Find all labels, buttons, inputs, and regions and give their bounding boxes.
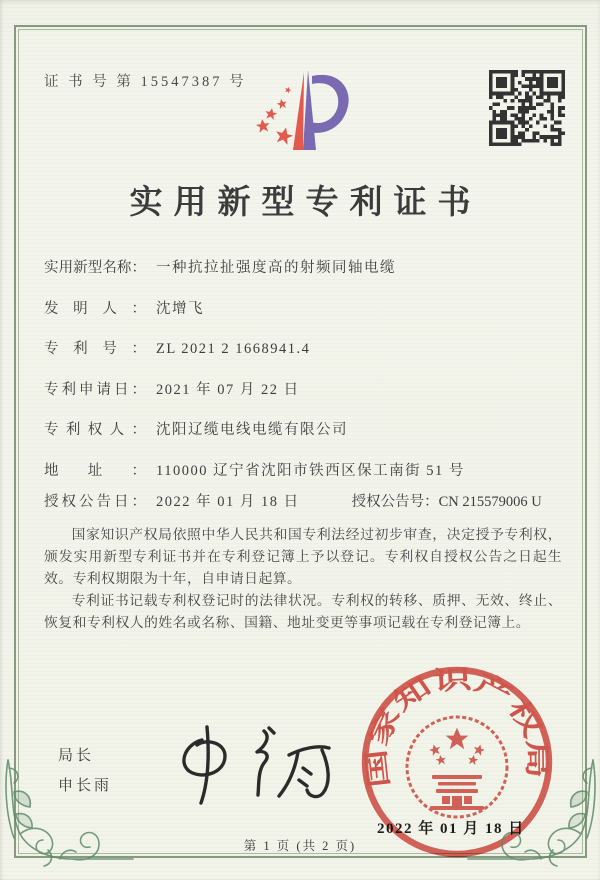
qr-code-icon: [489, 70, 565, 146]
signer-name: 申长雨: [58, 778, 113, 794]
field-label: 专利权人：: [44, 422, 146, 438]
field-label: 发明人：: [44, 300, 146, 317]
cnipa-logo-icon: [238, 60, 362, 164]
certificate-title: 实用新型专利证书: [129, 185, 482, 221]
legal-text: [44, 524, 562, 634]
field-address: [44, 459, 560, 480]
grant-announcement-row: [44, 490, 570, 511]
field-utility-model-name: [44, 256, 560, 277]
field-value: 2021 年 07 月 22 日: [156, 381, 300, 398]
signer-title: 局长: [58, 748, 95, 764]
handwritten-signature-icon: [150, 710, 338, 814]
field-value: CN 215579006 U: [438, 494, 542, 510]
legal-paragraph-1: 国家知识产权局依照中华人民共和国专利法经过初步审查，决定授予专利权，颁发实用新型专利证书并在专利登记簿上予以登记。专利权自授权公告之日起生效。专利权期限为十年，自申请日起算。: [44, 527, 562, 586]
field-label: 实用新型名称：: [44, 260, 146, 276]
field-label: 专利号：: [44, 341, 146, 357]
field-value: 110000 辽宁省沈阳市铁西区保工南街 51 号: [156, 462, 465, 479]
field-value: 一种抗拉扯强度高的射频同轴电缆: [156, 260, 396, 276]
field-label: 授权公告日：: [44, 494, 146, 510]
page-number: 第 1 页 (共 2 页): [243, 839, 357, 853]
field-value: ZL 2021 2 1668941.4: [156, 341, 311, 357]
field-inventor: [44, 297, 560, 318]
floral-corner-ornament-icon: [467, 758, 599, 870]
grant-date-stamp: 2022 年 01 月 18 日: [377, 821, 525, 837]
field-patentee: [44, 418, 560, 439]
field-value: 2022 年 01 月 18 日: [156, 494, 300, 510]
grant-date: [44, 490, 300, 511]
field-value: 沈增飞: [156, 300, 204, 317]
certificate-fields: [44, 256, 560, 499]
floral-corner-ornament-icon: [2, 758, 134, 870]
grant-number: [352, 490, 542, 511]
field-filing-date: [44, 378, 560, 399]
certificate-number: 证 书 号 第 15547387 号: [44, 74, 247, 90]
field-label: 地址：: [44, 462, 146, 479]
field-label: 专利申请日：: [44, 381, 146, 398]
legal-paragraph-2: 专利证书记载专利权登记时的法律状况。专利权的转移、质押、无效、终止、恢复和专利权人的姓名或名称、国籍、地址变更等事项记载在专利登记簿上。: [44, 593, 562, 630]
field-label: 授权公告号：: [351, 494, 439, 510]
seal-text: 国家知识产权局: [362, 665, 552, 790]
field-value: 沈阳辽缆电线电缆有限公司: [156, 422, 348, 438]
field-patent-number: [44, 337, 560, 358]
